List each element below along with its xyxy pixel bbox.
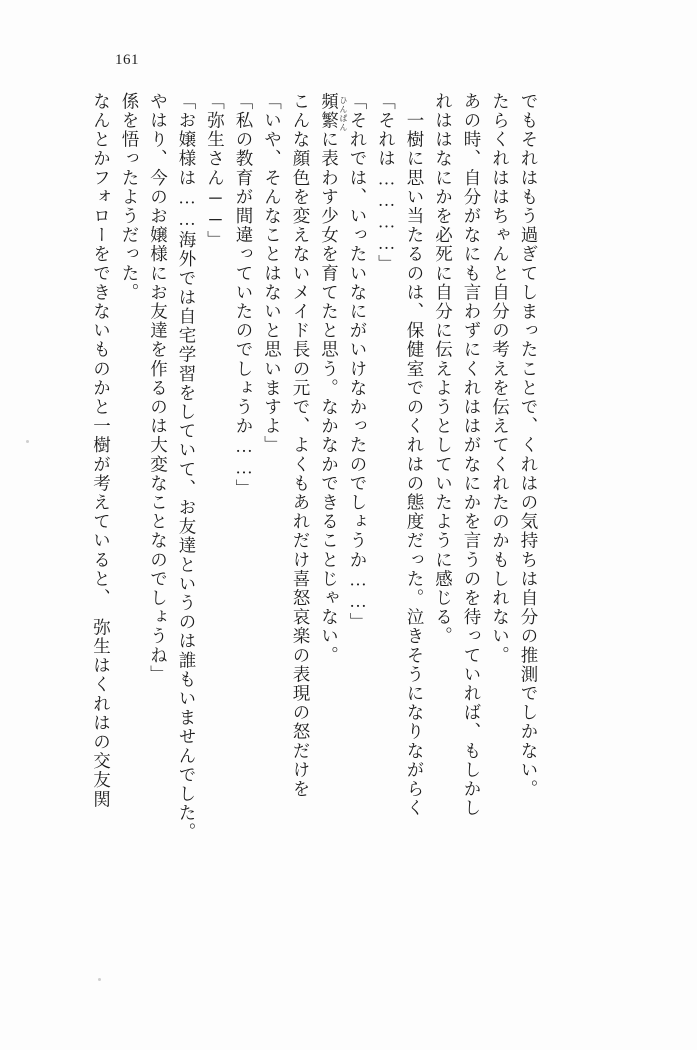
text-line: 一樹に思い当たるのは、保健室でのくれはの態度だった。泣きそうになりながらく <box>405 92 425 818</box>
text-line: れははなにかを必死に自分に伝えようとしていたように感じる。 <box>433 92 454 646</box>
text-line: あの時、自分がなにも言わずにくれははがなにかを言うのを待っていれば、もしかし <box>462 92 482 818</box>
text-line: 「それは…………」 <box>376 92 397 274</box>
text-line: 「それでは、いったいなにがいけなかったのでしょうか……」 <box>348 92 368 632</box>
page-number: 161 <box>115 52 139 68</box>
text-line: 頻繁に表わす少女を育てたと思う。なかなかできることじゃない。 <box>319 92 340 665</box>
text-line: 「いや、そんなことはないと思いますよ」 <box>262 92 283 455</box>
text-line: やはり、今のお嬢様にお友達を作るのは大変なことなのでしょうね」 <box>148 92 169 685</box>
text-line: 係を悟ったようだった。 <box>120 92 140 303</box>
text-line: 「弥生さん──」 <box>205 92 226 250</box>
text-line: たらくれははちゃんと自分の考えを伝えてくれたのかもしれない。 <box>490 92 511 665</box>
text-line: でもそれはもう過ぎてしまったことで、くれはの気持ちは自分の推測でしかない。 <box>519 92 539 799</box>
text-line: なんとかフォローをできないものかと一樹が考えていると、 弥生はくれはの交友関 <box>91 92 112 810</box>
text-line: 「私の教育が間違っていたのでしょうか……」 <box>234 92 254 499</box>
vertical-text-block <box>81 92 611 972</box>
scan-artifact <box>98 978 101 981</box>
ruby-annotation: ひんぱん <box>339 96 348 132</box>
text-line: こんな顔色を変えないメイド長の元で、よくもあれだけ喜怒哀楽の表現の怒だけを <box>291 92 311 799</box>
text-line: 「お嬢様は……海外では自宅学習をしていて、お友達というのは誰もいませんでした。 <box>177 92 197 842</box>
scan-artifact <box>26 440 29 443</box>
